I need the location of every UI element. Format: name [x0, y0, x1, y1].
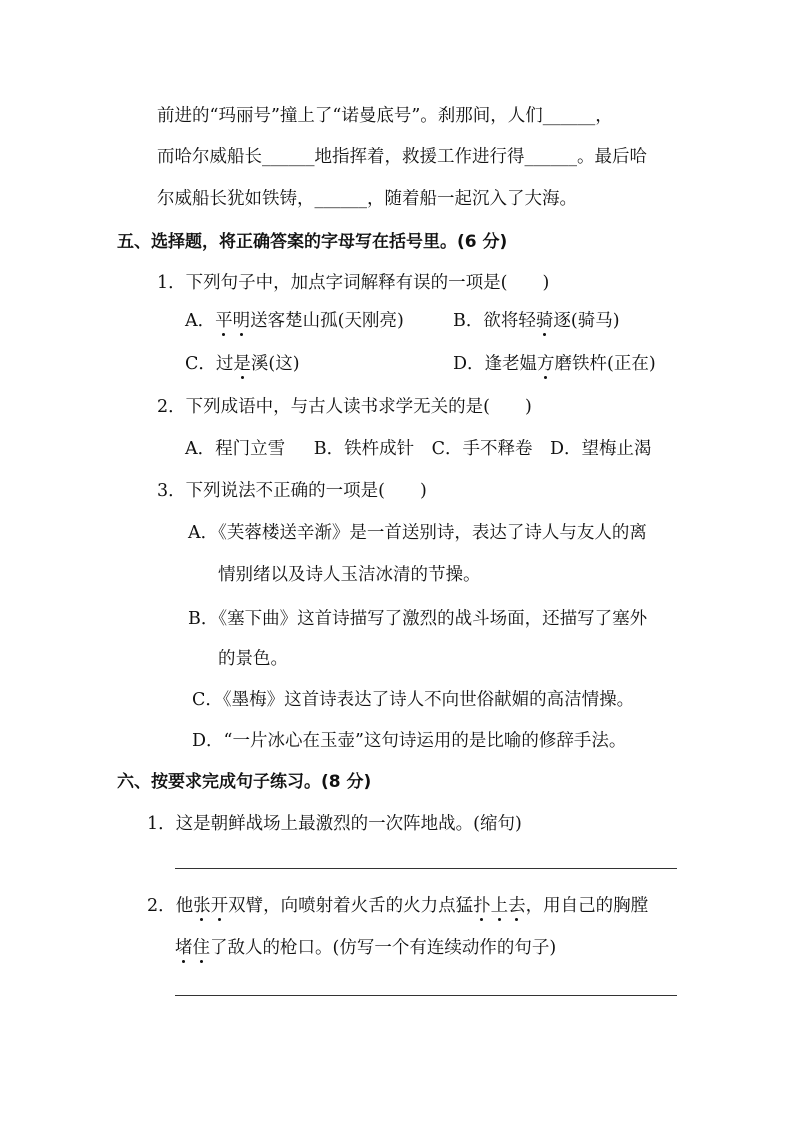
dotted-char: 是 [233, 354, 251, 374]
answer-line-1[interactable] [175, 868, 677, 869]
q3-option-a-cont [218, 563, 481, 587]
exercise-2 [147, 894, 648, 918]
q1-option-d [453, 352, 656, 376]
text-segment: 2．他 [147, 896, 194, 916]
question-3 [157, 479, 427, 503]
text-segment: 六、按要求完成句子练习。(8 分) [117, 772, 372, 792]
exercise-1 [147, 812, 522, 836]
passage-line [157, 145, 647, 169]
text-segment: D．“一片冰心在玉壶”这句诗运用的是比喻的修辞手法。 [192, 731, 627, 751]
text-segment: C．过 [185, 354, 234, 374]
text-segment: 前进的“玛丽号”撞上了“诺曼底号”。刹那间，人们______， [157, 106, 613, 126]
text-segment: 3．下列说法不正确的一项是( ) [157, 481, 427, 501]
text-segment: 五、选择题，将正确答案的字母写在括号里。(6 分) [117, 232, 508, 252]
exercise-2-cont [175, 936, 556, 960]
text-segment: 2．下列成语中，与古人读书求学无关的是( ) [157, 397, 532, 417]
q3-option-d [192, 729, 626, 753]
text-segment: 情别绪以及诗人玉洁冰清的节操。 [218, 565, 481, 585]
dotted-char: 住 [192, 938, 210, 958]
passage-line [157, 187, 577, 211]
q3-option-b-cont [218, 647, 288, 671]
text-segment: A．程门立雪 B．铁杵成针 C．手不释卷 D．望梅止渴 [185, 439, 652, 459]
dotted-char: 平 [215, 311, 233, 331]
text-segment: 送客楚山孤(天刚亮) [250, 311, 404, 331]
answer-line-2[interactable] [175, 995, 677, 996]
section-six-heading [117, 770, 371, 794]
passage-line [157, 104, 613, 128]
dotted-char: 开 [210, 896, 229, 916]
q3-option-b [188, 607, 647, 631]
text-segment: 尔威船长犹如铁铸，______，随着船一起沉入了大海。 [157, 189, 577, 209]
dotted-char: 骑 [535, 311, 554, 331]
dotted-char: 扑 [473, 896, 491, 916]
q3-option-a [188, 521, 647, 545]
q1-option-a [185, 309, 404, 333]
text-segment: 1．下列句子中，加点字词解释有误的一项是( ) [157, 273, 550, 293]
text-segment: C．《墨梅》这首诗表达了诗人不向世俗献媚的高洁情操。 [192, 690, 635, 710]
text-segment: B．欲将轻 [453, 311, 536, 331]
dotted-char: 方 [537, 354, 555, 374]
dotted-char: 明 [232, 311, 251, 331]
text-segment: 了敌人的枪口。(仿写一个有连续动作的句子) [210, 938, 557, 958]
dotted-char: 上 [490, 896, 509, 916]
text-segment: 的景色。 [218, 649, 288, 669]
q1-option-b [453, 309, 620, 333]
text-segment: A．《芙蓉楼送辛渐》是一首送别诗，表达了诗人与友人的离 [188, 523, 647, 543]
text-segment: 溪(这) [250, 354, 300, 374]
text-segment: ，用自己的胸膛 [525, 896, 649, 916]
text-segment: 而哈尔威船长______地指挥着，救援工作进行得______。最后哈 [157, 147, 647, 167]
q1-option-c [185, 352, 300, 376]
q2-options [185, 437, 652, 461]
dotted-char: 去 [508, 896, 526, 916]
text-segment: B．《塞下曲》这首诗描写了激烈的战斗场面，还描写了塞外 [188, 609, 648, 629]
text-segment: 1．这是朝鲜战场上最激烈的一次阵地战。(缩句) [147, 814, 522, 834]
dotted-char: 堵 [175, 938, 193, 958]
text-segment: 逐(骑马) [553, 311, 620, 331]
question-1 [157, 271, 549, 295]
section-five-heading [117, 230, 507, 254]
q3-option-c [192, 688, 634, 712]
text-segment: 双臂，向喷射着火舌的火力点猛 [228, 896, 474, 916]
question-2 [157, 395, 532, 419]
text-segment: 磨铁杵(正在) [554, 354, 656, 374]
dotted-char: 张 [193, 896, 211, 916]
text-segment: A． [185, 311, 216, 331]
text-segment: D．逢老媪 [453, 354, 538, 374]
